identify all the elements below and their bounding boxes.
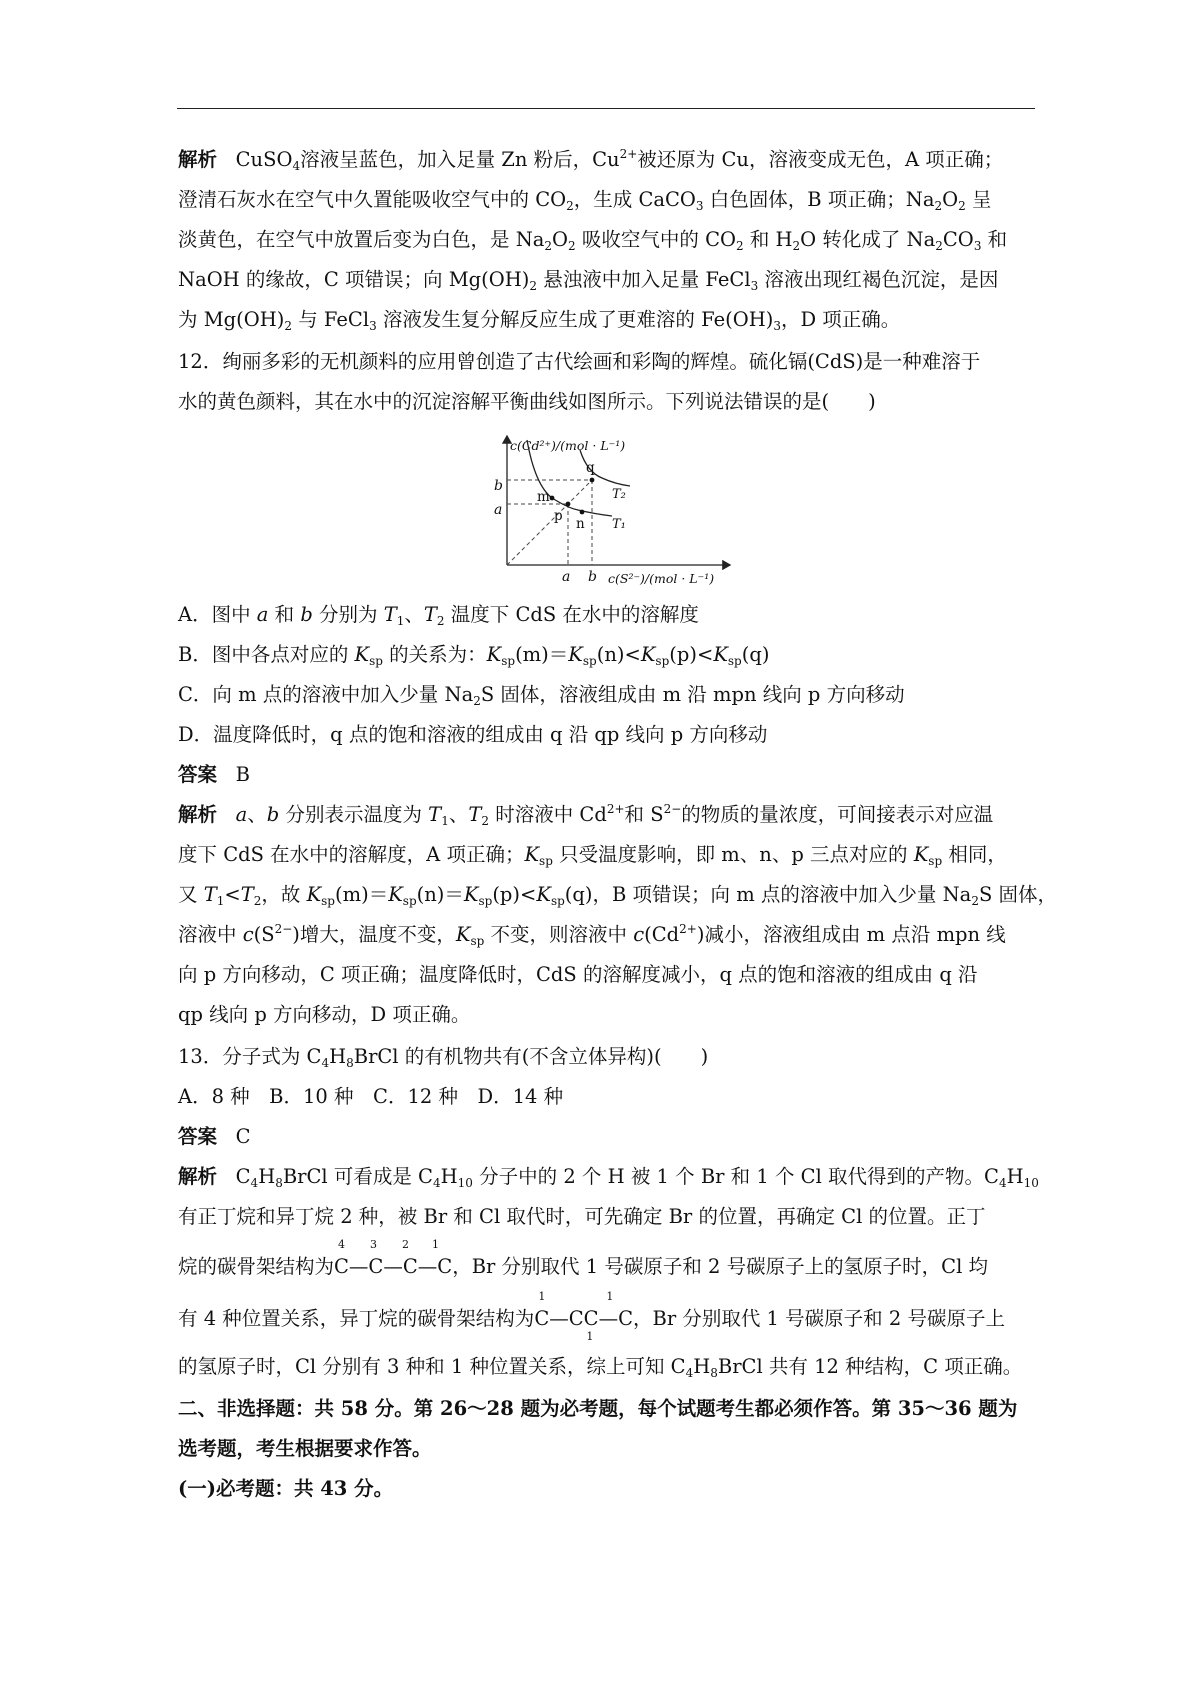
text: CuSO [235,148,293,171]
text: NaOH 的缘故，C 项错误；向 Mg(OH) [178,268,530,291]
text: (n)＝ [416,883,464,906]
italic-var: K [640,643,656,666]
italic-var: K [486,643,502,666]
q12-explanation-line-6: qp 线向 p 方向移动，D 项正确。 [178,1003,471,1026]
text: 呈 [965,188,992,211]
isobutane-skeleton [534,1290,633,1343]
q12-explanation-line-4 [178,923,1006,947]
subscript: 2 [473,694,481,708]
text: 和 H [743,228,793,251]
subscript: 4 [292,159,301,173]
explanation-label: 解析 [178,148,218,171]
superscript: 2− [274,922,293,936]
text: BrCl 的有机物共有(不含立体异构)( ) [353,1045,709,1068]
text: H [1006,1165,1024,1188]
subscript: 2 [529,279,537,293]
text: 不变，则溶液中 [484,923,634,946]
section-2-heading-line-2: 选考题，考生根据要求作答。 [178,1437,432,1460]
q11-explanation-line-4 [178,268,998,292]
text: 分子中的 2 个 H 被 1 个 Br 和 1 个 Cl 取代得到的产物。C [472,1165,999,1188]
q12-option-d: D．温度降低时，q 点的饱和溶液的组成由 q 沿 qp 线向 p 方向移动 [178,723,768,746]
italic-var: c [633,923,645,946]
text: 又 [178,883,204,906]
italic-var: T [428,803,442,826]
carbon-number: 3 [370,1238,378,1251]
subscript: sp [582,654,597,668]
label-p: p [554,508,563,524]
answer-value: B [235,763,250,786]
text: 与 FeCl [292,308,370,331]
subscript: 10 [1023,1176,1039,1190]
text: 有 4 种位置关系，异丁烷的碳骨架结构为 [178,1307,535,1330]
text: 澄清石灰水在空气中久置能吸收空气中的 CO [178,188,567,211]
x-tick-a: a [562,569,571,585]
text: 被还原为 Cu，溶液变成无色，A 项正确； [637,148,1004,171]
italic-var: T [468,803,482,826]
q12-stem-line-2: 水的黄色颜料，其在水中的沉淀溶解平衡曲线如图所示。下列说法错误的是( ) [178,390,876,413]
point-n [580,510,585,515]
subscript: 2 [481,814,489,828]
text: S 固体， [978,883,1058,906]
italic-var: a [256,603,269,626]
carbon-number: 1 [432,1238,440,1251]
subscript: sp [402,894,417,908]
italic-var: T [423,603,437,626]
y-axis-label: c(Cd²⁺)/(mol · L⁻¹) [510,438,626,453]
text: 溶液呈蓝色，加入足量 Zn 粉后，Cu [300,148,620,171]
n-butane-skeleton [334,1238,453,1279]
italic-var: K [524,843,540,866]
subscript: 8 [710,1366,718,1380]
subscript: 4 [321,1056,330,1070]
italic-var: K [536,883,551,906]
subscript: 3 [695,199,704,213]
text: H [693,1355,711,1378]
q13-stem [178,1045,708,1069]
answer-label: 答案 [178,763,218,786]
carbon-number: 1 [538,1290,546,1303]
text: 时溶液中 Cd [489,803,607,826]
italic-var: b [266,803,280,826]
text: (S [253,923,275,946]
subscript: 2 [566,199,574,213]
italic-var: K [306,883,322,906]
subscript: sp [470,934,485,948]
label-m: m [537,489,550,505]
italic-var: K [568,643,583,666]
q13-answer [178,1125,251,1149]
text: 温度下 CdS 在水中的溶解度 [444,603,699,626]
x-tick-b: b [588,569,597,585]
text: 吸收空气中的 CO [575,228,736,251]
text: O [942,188,959,211]
text: 的氢原子时，Cl 分别有 3 种和 1 种位置关系，综上可知 C [178,1355,686,1378]
q13-options: A．8 种 B．10 种 C．12 种 D．14 种 [178,1085,564,1108]
skeleton-text: C—CC—C [534,1307,633,1330]
text: 的物质的量浓度，可间接表示对应温 [681,803,994,826]
subscript: 2 [544,239,553,253]
q11-explanation-line-5 [178,308,900,332]
skeleton-text: C—C—C—C [334,1255,453,1278]
text: 淡黄色，在空气中放置后变为白色，是 Na [178,228,545,251]
text: (n)< [596,643,641,666]
subscript: 2 [971,894,979,908]
subscript: 4 [685,1366,694,1380]
text: H [258,1165,276,1188]
q12-stem-line-1: 12．绚丽多彩的无机颜料的应用曾创造了古代绘画和彩陶的辉煌。硫化镉(CdS)是一种难溶于 [178,350,981,373]
section-2-subheading: (一)必考题：共 43 分。 [178,1477,394,1500]
text: (Cd [644,923,680,946]
italic-var: T [383,603,397,626]
superscript: 2+ [619,147,638,161]
text: 和 S [624,803,664,826]
answer-label: 答案 [178,1125,218,1148]
point-m [550,496,555,501]
q12-explanation-line-3 [178,883,1057,907]
q12-explanation-line-5: 向 p 方向移动，C 项正确；温度降低时，CdS 的溶解度减小，q 点的饱和溶液的组成由 q 沿 [178,963,978,986]
text: BrCl 可看成是 C [282,1165,433,1188]
q12-option-b [178,643,769,667]
superscript: 2+ [606,802,625,816]
subscript: 1 [396,614,405,628]
subscript: 10 [457,1176,473,1190]
italic-var: K [913,843,929,866]
italic-var: K [354,643,370,666]
text: 分别为 [312,603,384,626]
subscript: sp [369,654,383,668]
subscript: 2 [735,239,744,253]
italic-var: a [235,803,248,826]
subscript: 2 [253,894,262,908]
text: 溶液中 [178,923,243,946]
point-p [566,502,571,507]
subscript: sp [539,854,553,868]
section-2-heading-line-1: 二、非选择题：共 58 分。第 26～28 题为必考题，每个试题考生都必须作答。第 35～36 题为 [178,1397,1018,1420]
text: H [440,1165,458,1188]
subscript: sp [501,654,516,668]
text: 和 [981,228,1008,251]
text: ，Br 分别取代 1 号碳原子和 2 号碳原子上的氢原子时，Cl 均 [452,1255,989,1278]
italic-var: T [240,883,254,906]
subscript: sp [321,894,335,908]
text: )增大，温度不变， [292,923,456,946]
italic-var: K [388,883,403,906]
text: 、 [247,803,267,826]
label-q: q [586,460,595,476]
q11-explanation-line-1 [178,148,1003,172]
subscript: 4 [998,1176,1007,1190]
q12-answer [178,763,250,787]
text: (m)＝ [334,883,389,906]
text: 13．分子式为 C [178,1045,322,1068]
subscript: 8 [275,1176,283,1190]
italic-var: b [300,603,313,626]
explanation-label: 解析 [178,803,218,826]
subscript: 2 [792,239,801,253]
text: B．图中各点对应的 [178,643,355,666]
text: (q) [741,643,770,666]
answer-value: C [235,1125,251,1148]
text: ，D 项正确。 [780,308,901,331]
text: 只受温度影响，即 m、n、p 三点对应的 [552,843,914,866]
q11-explanation-line-3 [178,228,1007,252]
subscript: 2 [935,239,943,253]
text: ，Br 分别取代 1 号碳原子和 2 号碳原子上 [633,1307,1005,1330]
subscript: 3 [369,319,377,333]
subscript: 2 [568,239,576,253]
text: 、 [448,803,469,826]
text: (p)< [492,883,537,906]
y-tick-b: b [494,478,503,494]
text: (p)< [669,643,714,666]
text: 溶液发生复分解反应生成了更难溶的 Fe(OH) [376,308,774,331]
text: ，故 [261,883,307,906]
q13-explanation-line-4 [178,1290,1005,1343]
subscript: 4 [250,1176,259,1190]
text: )减小，溶液组成由 m 点沿 mpn 线 [696,923,1006,946]
italic-var: K [463,883,479,906]
text: 分别表示温度为 [279,803,429,826]
subscript: 3 [973,239,982,253]
subscript: sp [727,654,742,668]
text: 度下 CdS 在水中的溶解度，A 项正确； [178,843,525,866]
text: < [224,883,241,906]
text: S 固体，溶液组成由 m 沿 mpn 线向 p 方向移动 [480,683,905,706]
text: 的关系为： [382,643,487,666]
text: 悬浊液中加入足量 FeCl [537,268,751,291]
subscript: 2 [934,199,943,213]
subscript: 3 [750,279,759,293]
subscript: 8 [346,1056,354,1070]
text: (q)，B 项错误；向 m 点的溶液中加入少量 Na [564,883,972,906]
carbon-number: 1 [606,1290,614,1303]
text: A．图中 [178,603,257,626]
carbon-number: 2 [402,1238,410,1251]
solubility-equilibrium-chart [480,430,740,588]
q11-explanation-line-2 [178,188,991,212]
label-n: n [576,516,585,532]
text: 和 [268,603,301,626]
point-q [590,478,595,483]
text: ，生成 CaCO [573,188,696,211]
text: 烷的碳骨架结构为 [178,1255,335,1278]
superscript: 2+ [679,922,697,936]
text: 白色固体，B 项正确；Na [703,188,935,211]
y-tick-a: a [494,502,503,518]
superscript: 2− [663,802,682,816]
q13-explanation-line-1 [178,1165,1039,1189]
carbon-number: 4 [338,1238,346,1251]
italic-var: c [242,923,254,946]
label-t2: T₂ [612,487,626,502]
x-axis-label: c(S²⁻)/(mol · L⁻¹) [608,571,715,586]
subscript: sp [655,654,670,668]
q12-option-c [178,683,905,707]
q13-explanation-line-2: 有正丁烷和异丁烷 2 种，被 Br 和 Cl 取代时，可先确定 Br 的位置，再确定 Cl 的位置。正丁 [178,1205,986,1228]
subscript: 2 [284,319,292,333]
text: 、 [404,603,424,626]
q12-explanation-line-1 [178,803,993,827]
text: 相同， [942,843,1007,866]
subscript: 2 [436,614,445,628]
italic-var: T [203,883,217,906]
q12-option-a [178,603,699,627]
q13-explanation-line-5 [178,1355,1022,1379]
text: 为 Mg(OH) [178,308,285,331]
italic-var: K [713,643,728,666]
text: C [235,1165,251,1188]
text: H [329,1045,347,1068]
text: 溶液出现红褐色沉淀，是因 [758,268,999,291]
carbon-number: 1 [586,1330,594,1343]
q13-explanation-line-3 [178,1238,989,1279]
subscript: sp [550,894,565,908]
text: O 转化成了 Na [800,228,936,251]
subscript: 2 [958,199,966,213]
text: CO [942,228,974,251]
text: O [552,228,569,251]
header-rule [177,108,1035,109]
subscript: 1 [441,814,449,828]
text: C．向 m 点的溶液中加入少量 Na [178,683,474,706]
label-t1: T₁ [612,517,626,532]
text: BrCl 共有 12 种结构，C 项正确。 [717,1355,1023,1378]
subscript: sp [928,854,943,868]
subscript: 4 [432,1176,441,1190]
italic-var: K [455,923,471,946]
explanation-label: 解析 [178,1165,218,1188]
subscript: 3 [773,319,781,333]
text: (m)＝ [515,643,569,666]
subscript: sp [478,894,493,908]
subscript: 1 [216,894,225,908]
q12-explanation-line-2 [178,843,1007,867]
